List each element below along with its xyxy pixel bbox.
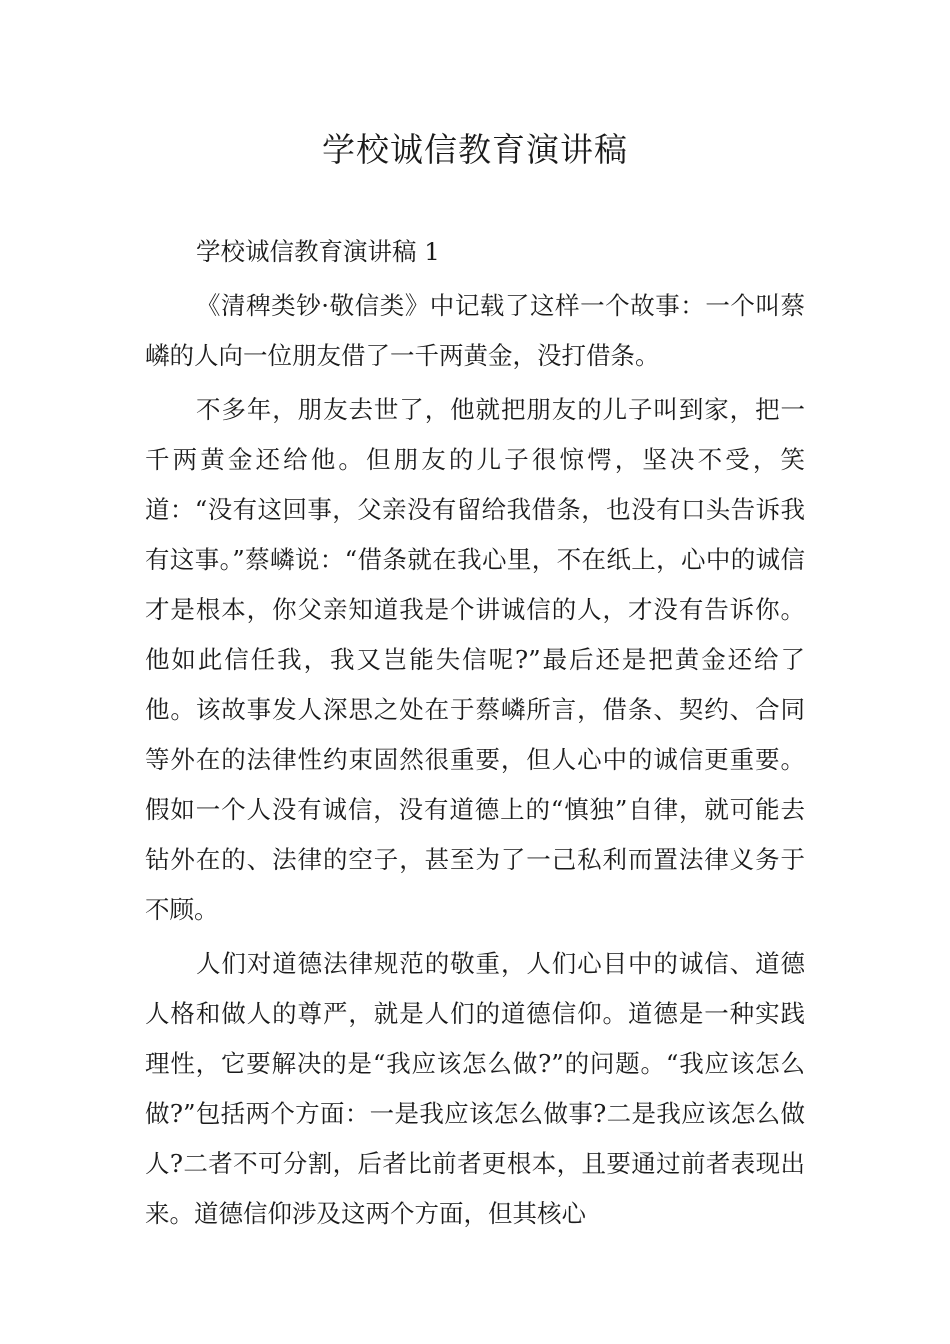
paragraph-1: 《清稗类钞·敬信类》中记载了这样一个故事：一个叫蔡嶙的人向一位朋友借了一千两黄金，没打借条。 bbox=[145, 291, 805, 370]
paragraph-3: 人们对道德法律规范的敬重，人们心目中的诚信、道德人格和做人的尊严，就是人们的道德信仰。道德是一种实践理性，它要解决的是“我应该怎么做?”的问题。“我应该怎么做?”包括两个方面：一是我应该怎么做事?二是我应该怎么做人?二者不可分割，后者比前者更根本，且要通过前者表现出来。道德信仰涉及这两个方面，但其核心 bbox=[145, 949, 805, 1228]
document-body bbox=[145, 227, 805, 1239]
section-heading: 学校诚信教育演讲稿 1 bbox=[196, 237, 440, 266]
document-title: 学校诚信教育演讲稿 bbox=[322, 130, 628, 169]
paragraph-2: 不多年，朋友去世了，他就把朋友的儿子叫到家，把一千两黄金还给他。但朋友的儿子很惊愕，坚决不受，笑道：“没有这回事，父亲没有留给我借条，也没有口头告诉我有这事。”蔡嶙说：“借条就在我心里，不在纸上，心中的诚信才是根本，你父亲知道我是个讲诚信的人，才没有告诉你。他如此信任我，我又岂能失信呢?”最后还是把黄金还给了他。该故事发人深思之处在于蔡嶙所言，借条、契约、合同等外在的法律性约束固然很重要，但人心中的诚信更重要。假如一个人没有诚信，没有道德上的“慎独”自律，就可能去钻外在的、法律的空子，甚至为了一己私利而置法律义务于不顾。 bbox=[145, 395, 805, 924]
